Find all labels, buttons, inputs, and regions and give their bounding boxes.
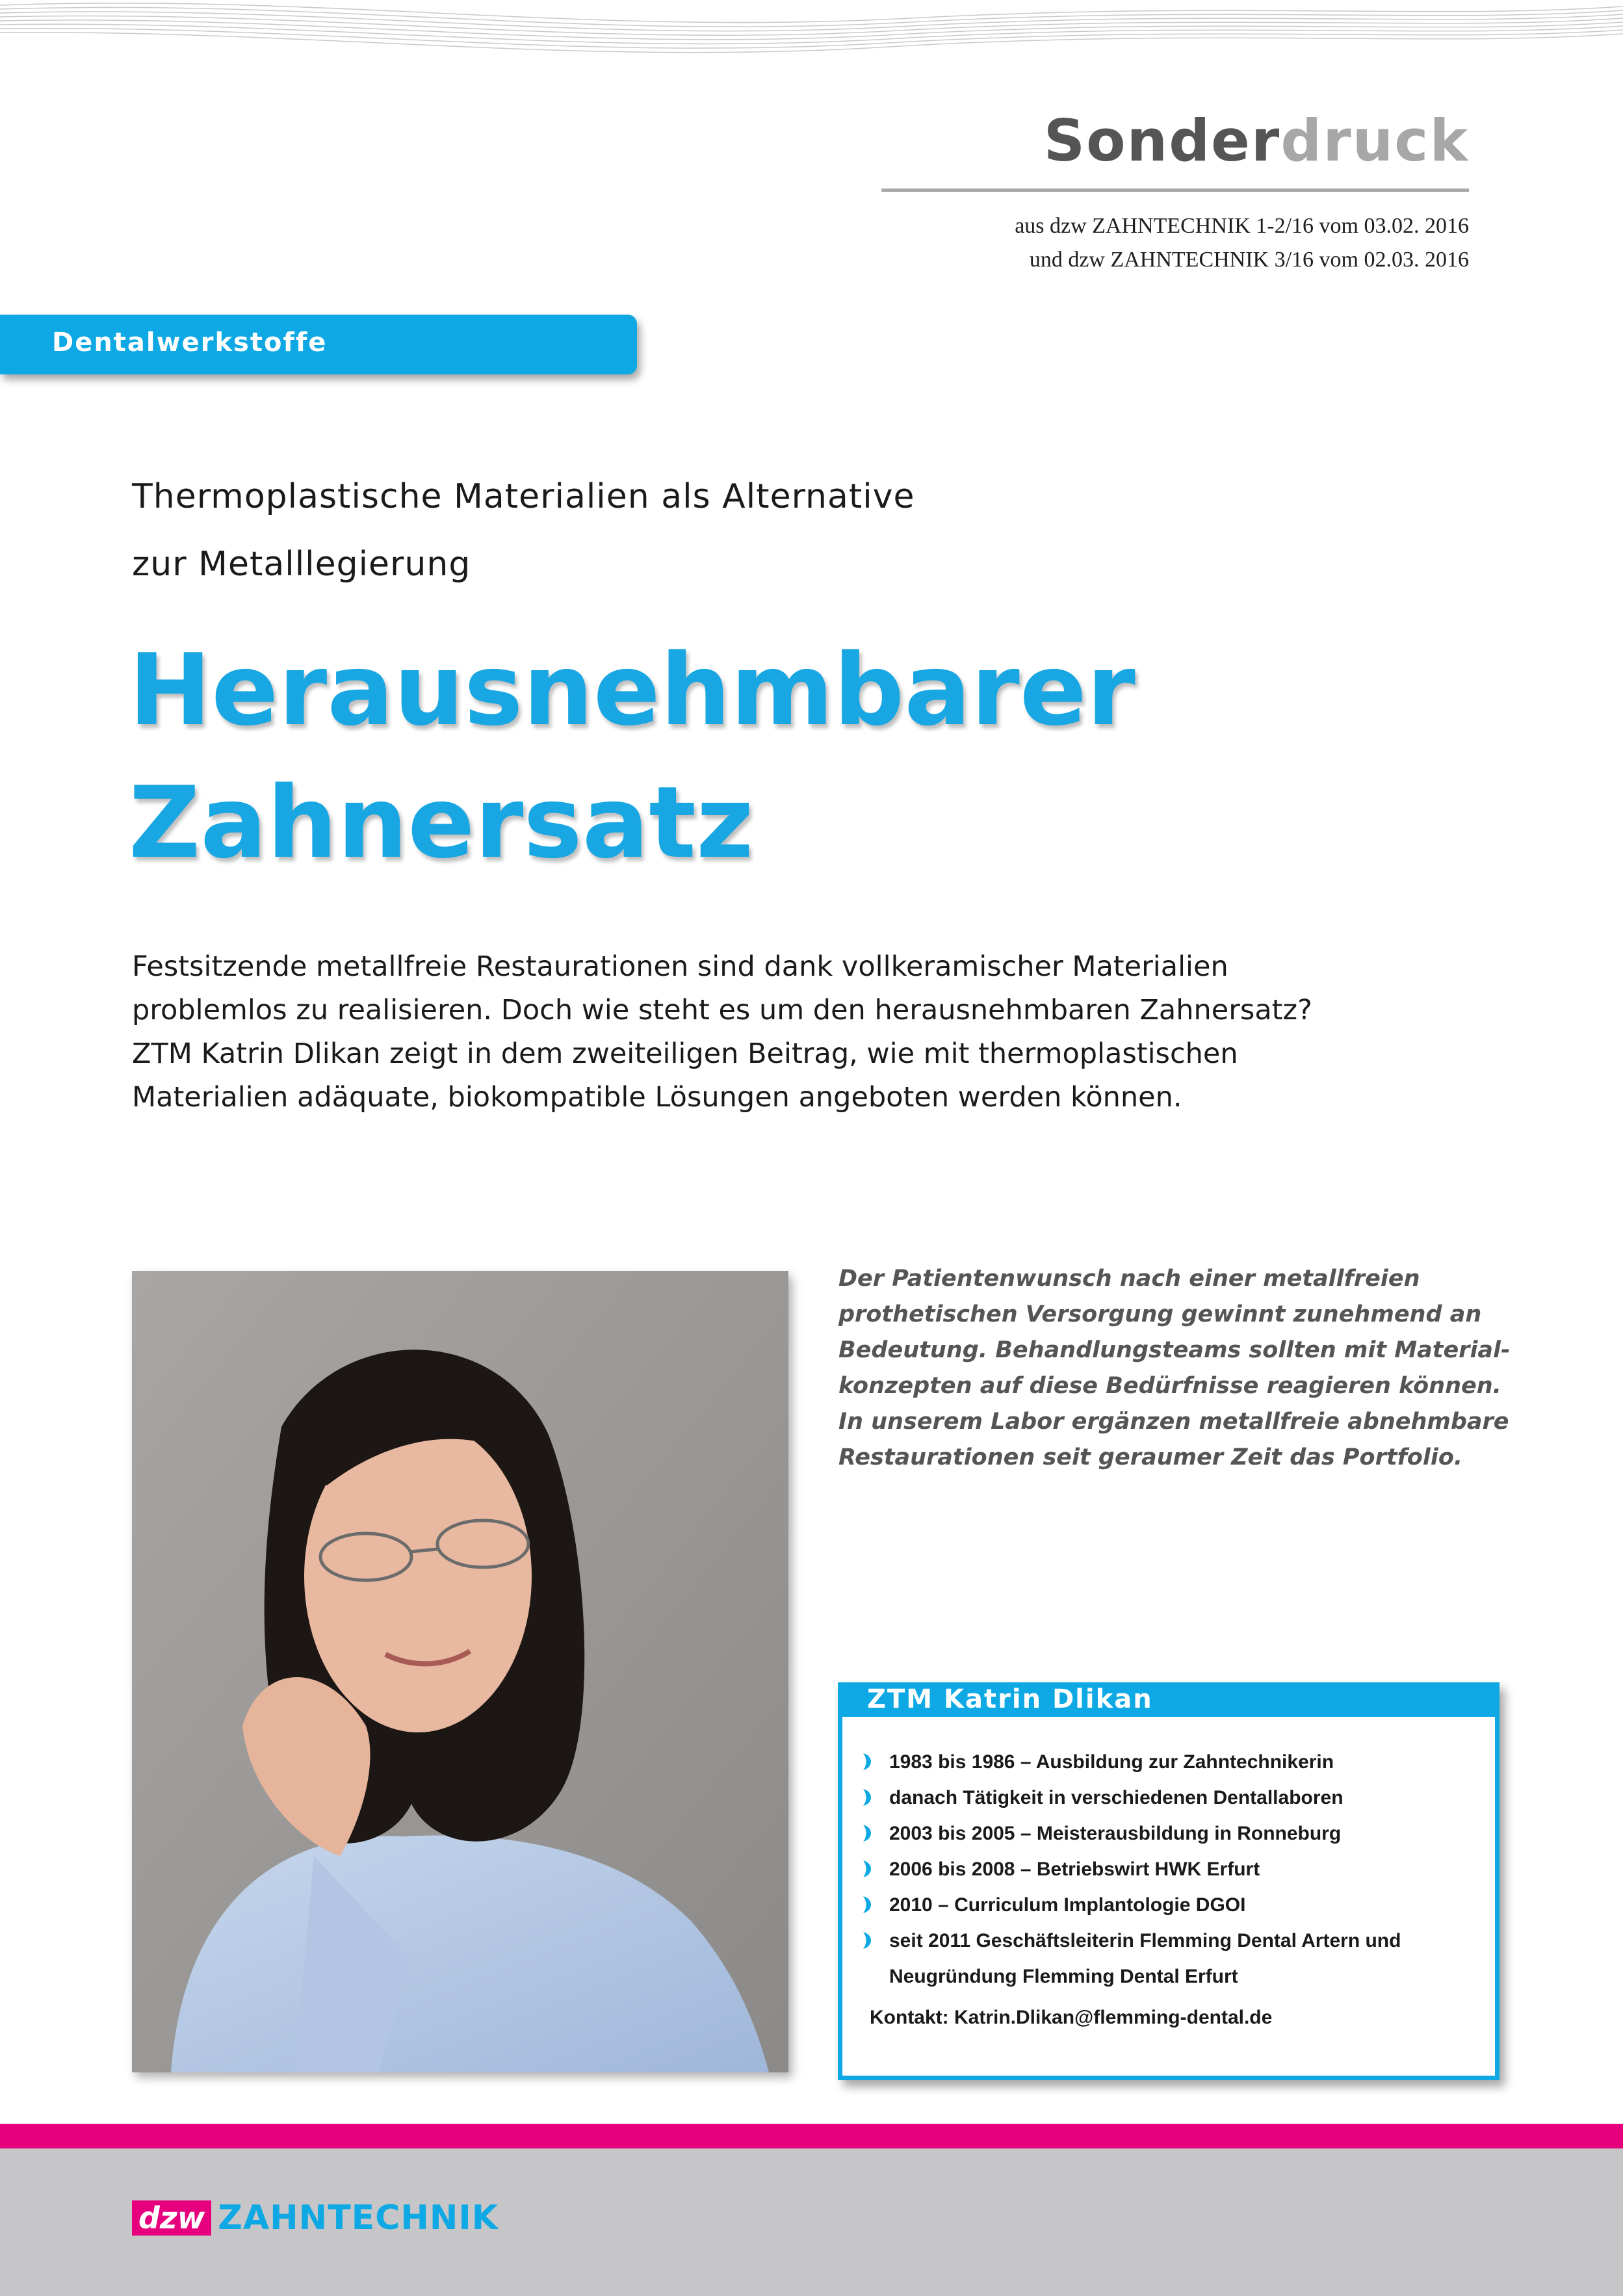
author-bio-box	[838, 1682, 1500, 2080]
category-banner	[0, 315, 637, 374]
bio-author-name: ZTM Katrin Dlikan	[867, 1684, 1153, 1714]
author-portrait	[132, 1271, 788, 2072]
bio-item-text: 2010 – Curriculum Implantologie DGOI	[889, 1894, 1246, 1916]
bullet-icon	[861, 1860, 876, 1877]
pull-quote	[838, 1261, 1521, 1476]
quote-line: Bedeutung. Behandlungsteams sollten mit Material-	[838, 1337, 1511, 1363]
title-line-1: Herausnehmbarer	[129, 633, 1136, 748]
header-wave-decoration	[0, 0, 1623, 78]
lead-line: ZTM Katrin Dlikan zeigt in dem zweiteiligen Beitrag, wie mit thermoplastischen	[132, 1037, 1238, 1070]
sonderdruck-heading	[1044, 107, 1469, 174]
bio-header	[842, 1684, 1495, 1717]
title-line-2: Zahnersatz	[129, 765, 754, 880]
quote-line: Restaurationen seit geraumer Zeit das Portfolio.	[838, 1444, 1463, 1470]
bio-item	[855, 1923, 1401, 1959]
subtitle-line-2: zur Metalllegierung	[132, 545, 471, 584]
bio-item-text: danach Tätigkeit in verschiedenen Dentallaboren	[889, 1787, 1344, 1808]
quote-line: Der Patientenwunsch nach einer metallfreien	[838, 1266, 1420, 1292]
sonder-part-2: druck	[1280, 107, 1469, 174]
article-title	[129, 624, 1136, 889]
lead-line: Festsitzende metallfreie Restaurationen sind dank vollkeramischer Materialien	[132, 950, 1228, 983]
source-line-1: aus dzw ZAHNTECHNIK 1-2/16 vom 03.02. 2016	[1015, 214, 1469, 238]
article-lead	[132, 945, 1432, 1119]
bio-item-text: 1983 bis 1986 – Ausbildung zur Zahntechnikerin	[889, 1751, 1334, 1773]
heading-divider	[881, 189, 1469, 192]
bio-item	[855, 1816, 1401, 1851]
quote-line: prothetischen Versorgung gewinnt zunehmend an	[838, 1301, 1482, 1327]
subtitle-line-1: Thermoplastische Materialien als Alternative	[132, 477, 915, 516]
bio-item	[855, 1887, 1401, 1923]
portrait-illustration	[132, 1271, 788, 2072]
category-label: Dentalwerkstoffe	[52, 328, 328, 358]
bio-item-text: Neugründung Flemming Dental Erfurt	[889, 1966, 1238, 1987]
bullet-icon	[861, 1896, 876, 1913]
bio-item-text: 2006 bis 2008 – Betriebswirt HWK Erfurt	[889, 1859, 1260, 1880]
bio-contact: Kontakt: Katrin.Dlikan@flemming-dental.de	[870, 2007, 1273, 2028]
lead-line: Materialien adäquate, biokompatible Lösungen angeboten werden können.	[132, 1081, 1182, 1114]
logo-dzw: dzw	[132, 2200, 211, 2236]
bio-item	[855, 1780, 1401, 1816]
bullet-icon	[861, 1753, 876, 1770]
logo-text: ZAHNTECHNIK	[218, 2198, 499, 2237]
bio-item	[855, 1851, 1401, 1887]
bullet-icon	[861, 1825, 876, 1842]
bio-item-text: 2003 bis 2005 – Meisterausbildung in Ronneburg	[889, 1823, 1342, 1844]
bullet-icon	[861, 1789, 876, 1806]
footer-accent-bar	[0, 2124, 1623, 2148]
bio-item-text: seit 2011 Geschäftsleiterin Flemming Dental Artern und	[889, 1930, 1401, 1951]
lead-line: problemlos zu realisieren. Doch wie steht es um den herausnehmbaren Zahnersatz?	[132, 994, 1312, 1026]
source-reference	[1015, 209, 1469, 277]
quote-line: konzepten auf diese Bedürfnisse reagieren können.	[838, 1373, 1501, 1399]
dzw-zahntechnik-logo	[132, 2200, 499, 2236]
bio-item	[855, 1744, 1401, 1780]
bullet-icon	[861, 1932, 876, 1949]
bio-item-continuation	[855, 1959, 1401, 1994]
quote-line: In unserem Labor ergänzen metallfreie abnehmbare	[838, 1409, 1509, 1435]
source-line-2: und dzw ZAHNTECHNIK 3/16 vom 02.03. 2016	[1029, 248, 1469, 272]
sonder-part-1: Sonder	[1043, 107, 1281, 174]
article-subtitle	[132, 463, 915, 598]
bio-list	[855, 1744, 1401, 1994]
